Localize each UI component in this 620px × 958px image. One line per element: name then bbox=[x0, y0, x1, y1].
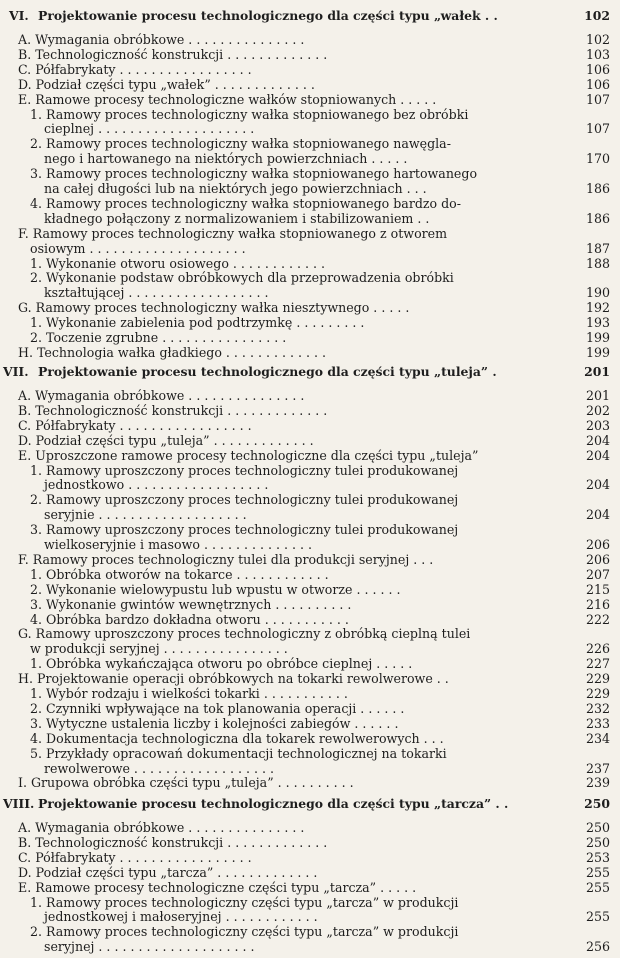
toc-entry bbox=[0, 285, 620, 300]
chapter-heading bbox=[0, 364, 620, 379]
toc-entry bbox=[0, 820, 620, 835]
toc-entry-page-number: 202 bbox=[585, 402, 610, 418]
toc-entry-text: 1. Ramowy uproszczony proces technologiczny tulei produkowanej bbox=[30, 462, 459, 478]
toc-entry-text: jednostkowej i małoseryjnej . . . . . . . . . . . . bbox=[44, 909, 318, 925]
toc-entry-page-number: 256 bbox=[585, 939, 610, 955]
toc-entry-text: F. Ramowy proces technologiczny tulei dla produkcji seryjnej . . . bbox=[18, 551, 434, 567]
toc-entry-text: 3. Ramowy uproszczony proces technologiczny tulei produkowanej bbox=[30, 522, 459, 538]
toc-entry-page-number: 232 bbox=[585, 700, 610, 716]
toc-entry bbox=[0, 32, 620, 47]
toc-entry bbox=[0, 716, 620, 731]
toc-entry-page-number: 187 bbox=[585, 240, 610, 256]
toc-entry-text: 1. Obróbka otworów na tokarce . . . . . . . . . . . . bbox=[30, 566, 329, 582]
toc-entry bbox=[0, 256, 620, 271]
toc-entry bbox=[0, 181, 620, 196]
toc-entry bbox=[0, 300, 620, 315]
toc-entry bbox=[0, 731, 620, 746]
toc-entry bbox=[0, 241, 620, 256]
toc-entry-page-number: 255 bbox=[585, 879, 610, 895]
toc-entry-text: 2. Ramowy uproszczony proces technologiczny tulei produkowanej bbox=[30, 492, 459, 508]
toc-entry-text: w produkcji seryjnej . . . . . . . . . . . . . . . . bbox=[30, 641, 288, 657]
toc-entry bbox=[0, 597, 620, 612]
toc-entry-text: 1. Ramowy proces technologiczny części typu „tarcza” w produkcji bbox=[30, 894, 459, 910]
toc-entry-page-number: 222 bbox=[585, 611, 610, 627]
toc-entry-text: 2. Ramowy proces technologiczny wałka stopniowanego nawęgla- bbox=[30, 136, 451, 152]
toc-entry bbox=[0, 641, 620, 656]
toc-entry bbox=[0, 151, 620, 166]
chapter-heading bbox=[0, 796, 620, 811]
toc-entry bbox=[0, 211, 620, 226]
toc-entry bbox=[0, 567, 620, 582]
toc-entry-page-number: 237 bbox=[585, 760, 610, 776]
toc-entry bbox=[0, 761, 620, 776]
toc-entry bbox=[0, 492, 620, 507]
toc-entry-text: A. Wymagania obróbkowe . . . . . . . . . . . . . . . bbox=[18, 820, 305, 835]
toc-entry bbox=[0, 448, 620, 463]
toc-entry bbox=[0, 107, 620, 122]
toc-entry bbox=[0, 582, 620, 597]
toc-entry-text: 2. Wykonanie podstaw obróbkowych dla przeprowadzenia obróbki bbox=[30, 270, 454, 286]
toc-entry-page-number: 199 bbox=[585, 330, 610, 345]
toc-entry bbox=[0, 775, 620, 790]
toc-entry-text: 3. Wytyczne ustalenia liczby i kolejności zabiegów . . . . . . bbox=[30, 715, 399, 731]
toc-entry bbox=[0, 196, 620, 211]
toc-entry-page-number: 226 bbox=[585, 641, 610, 657]
chapter-title: Projektowanie procesu technologicznego dla części typu „wałek . . bbox=[38, 8, 498, 23]
toc-entry-text: E. Ramowe procesy technologiczne części typu „tarcza” . . . . . bbox=[18, 879, 417, 895]
toc-entry-text: D. Podział części typu „tuleja” . . . . . . . . . . . . . bbox=[18, 432, 314, 448]
toc-entry bbox=[0, 77, 620, 92]
toc-entry bbox=[0, 880, 620, 895]
chapter-page-number: 201 bbox=[584, 364, 610, 379]
toc-entry bbox=[0, 701, 620, 716]
toc-entry bbox=[0, 47, 620, 62]
toc-entry bbox=[0, 507, 620, 522]
chapter-numeral: VIII. bbox=[3, 796, 35, 811]
toc-entry-page-number: 107 bbox=[585, 91, 610, 107]
toc-entry-text: B. Technologiczność konstrukcji . . . . . . . . . . . . . bbox=[18, 46, 328, 62]
toc-entry bbox=[0, 612, 620, 627]
toc-entry-text: 2. Toczenie zgrubne . . . . . . . . . . . . . . . . bbox=[30, 330, 287, 345]
toc-entry-text: rewolwerowe . . . . . . . . . . . . . . . . . . bbox=[44, 760, 275, 776]
toc-entry-text: 5. Przykłady opracowań dokumentacji technologicznej na tokarki bbox=[30, 745, 447, 761]
toc-entry-text: D. Podział części typu „tarcza” . . . . . . . . . . . . . bbox=[18, 864, 318, 880]
toc-entry-page-number: 204 bbox=[585, 507, 610, 523]
toc-entry-page-number: 234 bbox=[585, 730, 610, 746]
toc-entry-page-number: 206 bbox=[585, 551, 610, 567]
toc-entry-text: H. Technologia wałka gładkiego . . . . . . . . . . . . . bbox=[18, 344, 326, 360]
toc-entry-page-number: 206 bbox=[585, 537, 610, 552]
toc-entry bbox=[0, 270, 620, 285]
toc-entry-text: kładnego połączony z normalizowaniem i stabilizowaniem . . bbox=[44, 210, 430, 226]
toc-entry-text: B. Technologiczność konstrukcji . . . . . . . . . . . . . bbox=[18, 834, 328, 850]
toc-entry-page-number: 190 bbox=[585, 285, 610, 301]
toc-entry-page-number: 201 bbox=[585, 388, 610, 403]
toc-entry-page-number: 188 bbox=[585, 255, 610, 271]
toc-entry-page-number: 250 bbox=[585, 820, 610, 835]
toc-entry-text: jednostkowo . . . . . . . . . . . . . . . . . . bbox=[44, 477, 269, 493]
toc-entry-text: 4. Ramowy proces technologiczny wałka stopniowanego bardzo do- bbox=[30, 195, 462, 211]
toc-entry bbox=[0, 895, 620, 910]
toc-entry bbox=[0, 671, 620, 686]
toc-entry-text: E. Ramowe procesy technologiczne wałków stopniowanych . . . . . bbox=[18, 91, 437, 107]
toc-entry-page-number: 107 bbox=[585, 121, 610, 137]
toc-entry-text: I. Grupowa obróbka części typu „tuleja” . . . . . . . . . . bbox=[18, 775, 354, 791]
toc-entry bbox=[0, 909, 620, 924]
toc-entry bbox=[0, 226, 620, 241]
toc-entry bbox=[0, 433, 620, 448]
chapter-heading bbox=[0, 8, 620, 23]
toc-entry-text: nego i hartowanego na niektórych powierzchniach . . . . . bbox=[44, 151, 408, 167]
toc-entry-page-number: 229 bbox=[585, 686, 610, 701]
toc-entry-text: 2. Ramowy proces technologiczny części typu „tarcza” w produkcji bbox=[30, 924, 459, 940]
toc-entry-text: na całej długości lub na niektórych jego powierzchniach . . . bbox=[44, 181, 427, 196]
toc-entry-text: 4. Dokumentacja technologiczna dla tokarek rewolwerowych . . . bbox=[30, 730, 444, 746]
toc-entry bbox=[0, 166, 620, 181]
toc-entry-text: C. Półfabrykaty . . . . . . . . . . . . . . . . . bbox=[18, 61, 252, 77]
toc-entry-page-number: 103 bbox=[585, 46, 610, 62]
toc-entry bbox=[0, 656, 620, 671]
toc-entry-text: C. Półfabrykaty . . . . . . . . . . . . . . . . . bbox=[18, 849, 252, 865]
toc-entry-text: 1. Obróbka wykańczająca otworu po obróbce cieplnej . . . . . bbox=[30, 656, 413, 672]
toc-entry-text: G. Ramowy proces technologiczny wałka niesztywnego . . . . . bbox=[18, 300, 410, 316]
toc-entry-text: 2. Czynniki wpływające na tok planowania operacji . . . . . . bbox=[30, 700, 405, 716]
toc-entry bbox=[0, 121, 620, 136]
toc-entry-page-number: 170 bbox=[585, 151, 610, 167]
toc-entry-text: 1. Wykonanie zabielenia pod podtrzymkę . . . . . . . . . bbox=[30, 315, 365, 331]
toc-entry-text: D. Podział części typu „wałek” . . . . . . . . . . . . . bbox=[18, 76, 315, 92]
toc-entry bbox=[0, 552, 620, 567]
toc-entry-text: 4. Obróbka bardzo dokładna otworu . . . . . . . . . . . bbox=[30, 611, 349, 627]
toc-entry bbox=[0, 537, 620, 552]
toc-entry-text: H. Projektowanie operacji obróbkowych na tokarki rewolwerowe . . bbox=[18, 671, 449, 687]
toc-entry-page-number: 106 bbox=[585, 76, 610, 92]
toc-entry-text: A. Wymagania obróbkowe . . . . . . . . . . . . . . . bbox=[18, 388, 305, 403]
toc-entry bbox=[0, 924, 620, 939]
toc-entry-page-number: 229 bbox=[585, 671, 610, 687]
toc-entry-text: cieplnej . . . . . . . . . . . . . . . . . . . . bbox=[44, 121, 255, 137]
toc-entry-text: osiowym . . . . . . . . . . . . . . . . . . . . bbox=[30, 240, 246, 256]
toc-entry-page-number: 204 bbox=[585, 447, 610, 463]
toc-entry-text: 1. Ramowy proces technologiczny wałka stopniowanego bez obróbki bbox=[30, 106, 469, 122]
toc-entry-page-number: 193 bbox=[585, 315, 610, 331]
toc-entry-text: kształtującej . . . . . . . . . . . . . . . . . . bbox=[44, 285, 269, 301]
toc-entry-page-number: 199 bbox=[585, 344, 610, 360]
toc-entry-text: E. Uproszczone ramowe procesy technologiczne dla części typu „tuleja” bbox=[18, 447, 479, 463]
toc-entry-page-number: 192 bbox=[585, 300, 610, 316]
toc-entry-text: 3. Wykonanie gwintów wewnętrznych . . . . . . . . . . bbox=[30, 596, 352, 612]
toc-entry bbox=[0, 330, 620, 345]
toc-entry-text: 3. Ramowy proces technologiczny wałka stopniowanego hartowanego bbox=[30, 166, 478, 182]
toc-entry-page-number: 239 bbox=[585, 775, 610, 791]
toc-entry-text: F. Ramowy proces technologiczny wałka stopniowanego z otworem bbox=[18, 225, 448, 241]
toc-entry bbox=[0, 626, 620, 641]
toc-entry bbox=[0, 463, 620, 478]
toc-entry-text: 2. Wykonanie wielowypustu lub wpustu w otworze . . . . . . bbox=[30, 581, 401, 597]
toc-entry bbox=[0, 850, 620, 865]
toc-entry-page-number: 186 bbox=[585, 181, 610, 196]
toc-entry bbox=[0, 418, 620, 433]
toc-entry-text: seryjnej . . . . . . . . . . . . . . . . . . . . bbox=[44, 939, 255, 955]
toc-entry bbox=[0, 92, 620, 107]
chapter-numeral: VII. bbox=[3, 364, 29, 379]
toc-entry-text: 1. Wykonanie otworu osiowego . . . . . . . . . . . . bbox=[30, 255, 325, 271]
toc-entry-page-number: 207 bbox=[585, 566, 610, 582]
toc-entry-page-number: 255 bbox=[585, 909, 610, 925]
toc-entry-page-number: 204 bbox=[585, 432, 610, 448]
chapter-title: Projektowanie procesu technologicznego dla części typu „tarcza” . . bbox=[38, 796, 509, 811]
toc-entry bbox=[0, 686, 620, 701]
chapter-page-number: 102 bbox=[584, 8, 610, 23]
toc-entry-page-number: 203 bbox=[585, 417, 610, 433]
toc-entry bbox=[0, 865, 620, 880]
toc-entry bbox=[0, 136, 620, 151]
toc-entry-page-number: 102 bbox=[585, 32, 610, 47]
toc-entry-text: wielkoseryjnie i masowo . . . . . . . . . . . . . . bbox=[44, 537, 313, 552]
toc-entry-text: 1. Wybór rodzaju i wielkości tokarki . . . . . . . . . . . bbox=[30, 686, 348, 701]
chapter-numeral: VI. bbox=[9, 8, 29, 23]
toc-entry-page-number: 216 bbox=[585, 596, 610, 612]
toc-entry bbox=[0, 388, 620, 403]
chapter-page-number: 250 bbox=[584, 796, 610, 811]
toc-entry-text: A. Wymagania obróbkowe . . . . . . . . . . . . . . . bbox=[18, 32, 305, 47]
toc-entry-text: seryjnie . . . . . . . . . . . . . . . . . . . bbox=[44, 507, 247, 523]
chapter-title: Projektowanie procesu technologicznego dla części typu „tuleja” . bbox=[38, 364, 497, 379]
toc-entry bbox=[0, 477, 620, 492]
toc-entry-text: B. Technologiczność konstrukcji . . . . . . . . . . . . . bbox=[18, 402, 328, 418]
toc-entry-page-number: 215 bbox=[585, 581, 610, 597]
toc-entry bbox=[0, 939, 620, 954]
toc-entry-page-number: 106 bbox=[585, 61, 610, 77]
toc-entry-page-number: 227 bbox=[585, 656, 610, 672]
toc-entry-page-number: 204 bbox=[585, 477, 610, 493]
toc-entry-page-number: 233 bbox=[585, 715, 610, 731]
toc-entry-text: G. Ramowy uproszczony proces technologiczny z obróbką cieplną tulei bbox=[18, 626, 471, 642]
toc-entry-page-number: 250 bbox=[585, 834, 610, 850]
toc-entry bbox=[0, 403, 620, 418]
toc-entry-page-number: 255 bbox=[585, 864, 610, 880]
toc-entry bbox=[0, 835, 620, 850]
toc-entry bbox=[0, 746, 620, 761]
toc-entry bbox=[0, 345, 620, 360]
toc-entry bbox=[0, 62, 620, 77]
toc-entry bbox=[0, 522, 620, 537]
toc-entry-page-number: 253 bbox=[585, 849, 610, 865]
toc-entry-page-number: 186 bbox=[585, 210, 610, 226]
toc-entry bbox=[0, 315, 620, 330]
toc-entry-text: C. Półfabrykaty . . . . . . . . . . . . . . . . . bbox=[18, 417, 252, 433]
